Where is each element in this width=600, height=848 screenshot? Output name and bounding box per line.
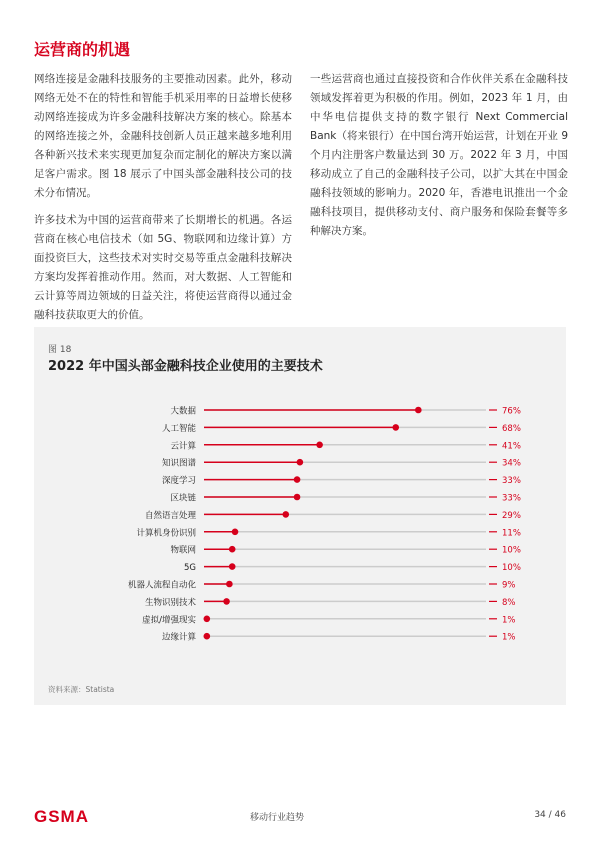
- bar-value-dot: [297, 459, 304, 466]
- bar-value-dot: [316, 442, 323, 449]
- left-column: [34, 70, 292, 333]
- bar-value-dot: [229, 546, 236, 553]
- left-paragraph-2: 许多技术为中国的运营商带来了长期增长的机遇。各运营商在核心电信技术（如 5G、物联网和边缘计算）方面投资巨大，这些技术对实时交易等重点金融科技解决方案均发挥着推动作用。然而，对大数据、人工智能和云计算等周边领域的日益关注，将使运营商得以通过金融科技获取更大的价值。: [34, 214, 292, 321]
- footer-section-name: 移动行业趋势: [250, 813, 305, 823]
- category-label: 自然语言处理: [144, 510, 196, 521]
- bar-value-dot: [415, 407, 422, 414]
- lollipop-chart: [34, 327, 566, 677]
- bar-value-dot: [232, 529, 239, 536]
- category-label: 云计算: [170, 441, 196, 452]
- page-number: 34 / 46: [534, 810, 566, 820]
- data-label: 33%: [502, 493, 521, 504]
- data-label: 1%: [502, 632, 516, 643]
- data-label: 9%: [502, 580, 516, 591]
- bar-value-dot: [223, 598, 230, 605]
- data-label: 34%: [502, 458, 521, 469]
- section-title: 运营商的机遇: [34, 40, 131, 59]
- data-label: 76%: [502, 406, 521, 417]
- bar-value-dot: [294, 494, 301, 501]
- data-label: 29%: [502, 510, 521, 521]
- svg-text:GSMA: GSMA: [34, 808, 89, 824]
- bar-value-dot: [204, 616, 211, 623]
- data-label: 33%: [502, 476, 521, 487]
- category-label: 计算机身份识别: [136, 528, 196, 539]
- data-label: 10%: [502, 545, 521, 556]
- data-label: 11%: [502, 528, 521, 539]
- category-label: 知识图谱: [161, 458, 196, 469]
- right-column: [310, 70, 568, 249]
- data-label: 41%: [502, 441, 521, 452]
- category-label: 深度学习: [161, 476, 196, 487]
- category-label: 机器人流程自动化: [127, 580, 196, 591]
- figure-18: [34, 327, 566, 705]
- bar-value-dot: [294, 476, 301, 483]
- data-label: 8%: [502, 597, 516, 608]
- category-label: 边缘计算: [161, 632, 196, 643]
- figure-source: 资料来源：Statista: [48, 685, 115, 694]
- bar-value-dot: [282, 511, 289, 518]
- bar-value-dot: [392, 424, 399, 431]
- right-paragraph-1: 一些运营商也通过直接投资和合作伙伴关系在金融科技领域发挥着更为积极的作用。例如，2023 年 1 月，由中华电信提供支持的数字银行 Next Commercial Bank（将来银行）在中国台湾开始运营，计划在开业 9 个月内注册客户数量达到 30 万。2022 年 3 月，中国移动成立了自己的金融科技子公司，以扩大其在中国金融科技领域的影响力。2020 年，香港电讯推出一个金融科技项目，提供移动支付、商户服务和保险套餐等多种解决方案。: [310, 73, 568, 237]
- category-label: 人工智能: [161, 423, 196, 434]
- data-label: 1%: [502, 615, 516, 626]
- category-label: 大数据: [170, 406, 196, 417]
- figure-title: 2022 年中国头部金融科技企业使用的主要技术: [48, 359, 323, 374]
- bar-value-dot: [226, 581, 233, 588]
- data-label: 68%: [502, 423, 521, 434]
- category-label: 区块链: [170, 493, 196, 504]
- left-paragraph-1: 网络连接是金融科技服务的主要推动因素。此外，移动网络无处不在的特性和智能手机采用率的日益增长使移动网络连接成为许多金融科技解决方案的核心。除基本的网络连接之外，金融科技创新人员正越来越多地利用各种新兴技术来实现更加复杂而定制化的解决方案以满足客户需求。图 18 展示了中国头部金融科技公司的技术分布情况。: [34, 73, 292, 199]
- gsma-logo: [34, 808, 112, 824]
- category-label: 5G: [184, 563, 196, 574]
- category-label: 物联网: [170, 545, 196, 556]
- data-label: 10%: [502, 563, 521, 574]
- bar-value-dot: [204, 633, 211, 640]
- category-label: 生物识别技术: [144, 597, 196, 608]
- figure-label: 图 18: [48, 345, 72, 355]
- bar-value-dot: [229, 563, 236, 570]
- category-label: 虚拟/增强现实: [142, 615, 196, 626]
